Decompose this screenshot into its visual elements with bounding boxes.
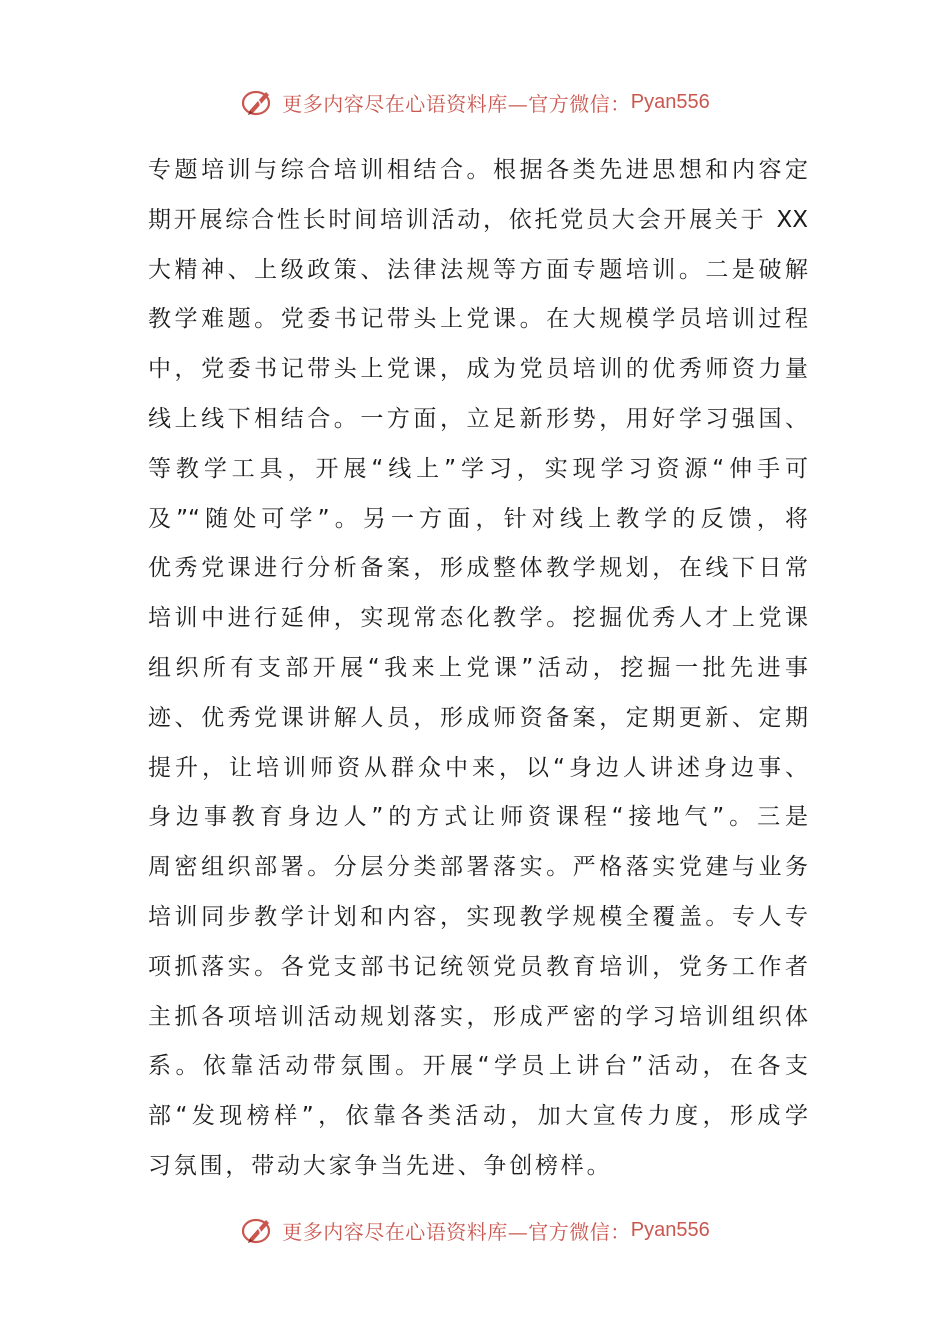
text-line: 优秀党课进行分析备案，形成整体教学规划，在线下日常: [148, 555, 808, 582]
text-line: 周密组织部署。分层分类部署落实。严格落实党建与业务: [148, 854, 808, 881]
text-line: 中，党委书记带头上党课，成为党员培训的优秀师资力量: [148, 356, 808, 383]
text-line: 等教学工具，开展“线上”学习，实现学习资源“伸手可: [148, 455, 808, 482]
pen-logo-icon: [240, 86, 276, 118]
text-line: 组织所有支部开展“我来上党课”活动，挖掘一批先进事: [148, 654, 808, 681]
text-line: 期开展综合性长时间培训活动，依托党员大会开展关于 XX: [148, 206, 808, 233]
banner-text: 更多内容尽在心语资料库—官方微信：: [282, 1219, 631, 1244]
pen-logo-icon: [240, 1214, 276, 1246]
banner-wechat-id: Pyan556: [630, 90, 710, 113]
text-line: 线上线下相结合。一方面，立足新形势，用好学习强国、: [148, 405, 808, 432]
header-watermark-banner: [0, 82, 950, 122]
text-line: 培训同步教学计划和内容，实现教学规模全覆盖。专人专: [148, 903, 808, 930]
text-line: 及”“随处可学”。另一方面，针对线上教学的反馈，将: [148, 505, 808, 532]
text-line: 培训中进行延伸，实现常态化教学。挖掘优秀人才上党课: [148, 605, 808, 632]
text-line: 迹、优秀党课讲解人员，形成师资备案，定期更新、定期: [148, 704, 808, 731]
text-line: 部“发现榜样”，依靠各类活动，加大宣传力度，形成学: [148, 1103, 808, 1130]
banner-wechat-id: Pyan556: [630, 1218, 710, 1241]
text-line: 教学难题。党委书记带头上党课。在大规模学员培训过程: [148, 306, 808, 333]
text-line: 系。依靠活动带氛围。开展“学员上讲台”活动，在各支: [148, 1053, 808, 1080]
text-line: 专题培训与综合培训相结合。根据各类先进思想和内容定: [148, 157, 808, 183]
text-line: 提升，让培训师资从群众中来，以“身边人讲述身边事、: [148, 754, 808, 781]
text-line: 项抓落实。各党支部书记统领党员教育培训，党务工作者: [148, 953, 808, 980]
text-line: 主抓各项培训活动规划落实，形成严密的学习培训组织体: [148, 1003, 808, 1030]
banner-text: 更多内容尽在心语资料库—官方微信：: [282, 91, 631, 116]
text-line: 习氛围，带动大家争当先进、争创榜样。: [148, 1152, 613, 1179]
document-body: [148, 146, 808, 1192]
text-line: 大精神、上级政策、法律法规等方面专题培训。二是破解: [148, 256, 808, 283]
footer-watermark-banner: [0, 1210, 950, 1250]
text-line: 身边事教育身边人”的方式让师资课程“接地气”。三是: [148, 804, 808, 831]
